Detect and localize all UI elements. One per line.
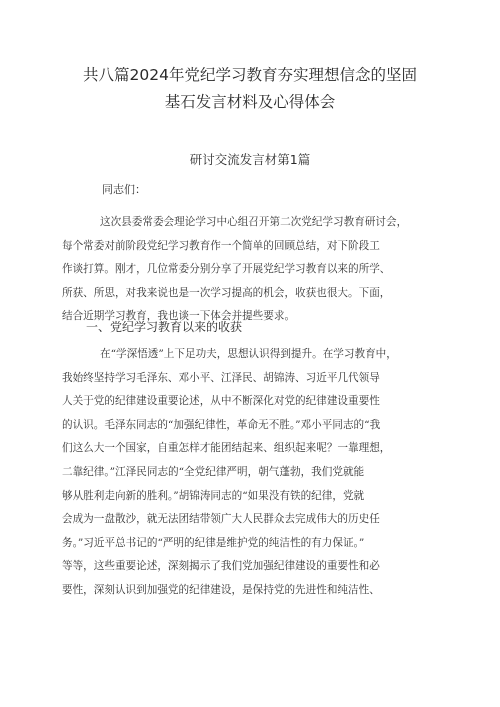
paragraph-line: 这次县委常委会理论学习中心组召开第二次党纪学习教育研讨会，	[100, 216, 408, 228]
paragraph-line: 作谈打算。刚才，几位常委分别分享了开展党纪学习教育以来的所学、	[62, 263, 391, 276]
paragraph-line: 二靠纪律。”江泽民同志的“全党纪律严明，朝气蓬勃，我们党就能	[62, 465, 365, 478]
section-heading: 一、党纪学习教育以来的收获	[86, 320, 243, 334]
paragraph-line: 每个常委对前阶段党纪学习教育作一个简单的回顾总结，对下阶段工	[62, 239, 380, 252]
paragraph-line: 们这么大一个国家，自重怎样才能团结起来、组织起来呢？一靠理想，	[62, 442, 391, 455]
paragraph-line: 务。”习近平总书记的“严明的纪律是维护党的纯洁性的有力保证。”	[62, 536, 365, 549]
document-title-line-2: 基石发言材料及心得体会	[164, 93, 336, 111]
paragraph-line: 人关于党的纪律建设重要论述，从中不断深化对党的纪律建设重要性	[62, 395, 380, 408]
paragraph-line: 在“学深悟透”上下足功夫，思想认识得到提升。在学习教育中，	[100, 348, 397, 360]
paragraph-line: 会成为一盘散沙，就无法团结带领广大人民群众去完成伟大的历史任	[62, 513, 380, 526]
intro-paragraph	[62, 211, 454, 329]
document-title-line-1: 共八篇2024年党纪学习教育夯实理想信念的坚固	[83, 66, 417, 84]
section-1-paragraph	[62, 343, 454, 603]
paragraph-line: 结合近期学习教育，我也谈一下体会并提些要求。	[62, 310, 296, 323]
paragraph-line: 的认识。毛泽东同志的“加强纪律性，革命无不胜。”邓小平同志的“我	[62, 418, 381, 431]
paragraph-line: 够从胜利走向新的胜利。”胡锦涛同志的“如果没有铁的纪律，党就	[62, 489, 365, 502]
document-subtitle: 研讨交流发言材第1篇	[189, 152, 311, 167]
salutation: 同志们：	[102, 183, 146, 196]
paragraph-line: 我始终坚持学习毛泽东、邓小平、江泽民、胡锦涛、习近平几代领导	[62, 371, 380, 384]
paragraph-line: 所获、所思，对我来说也是一次学习提高的机会，收获也很大。下面，	[62, 286, 391, 299]
paragraph-line: 要性，深刻认识到加强党的纪律建设，是保持党的先进性和纯洁性、	[62, 583, 380, 596]
paragraph-line: 等等，这些重要论述，深刻揭示了我们党加强纪律建设的重要性和必	[62, 560, 380, 573]
